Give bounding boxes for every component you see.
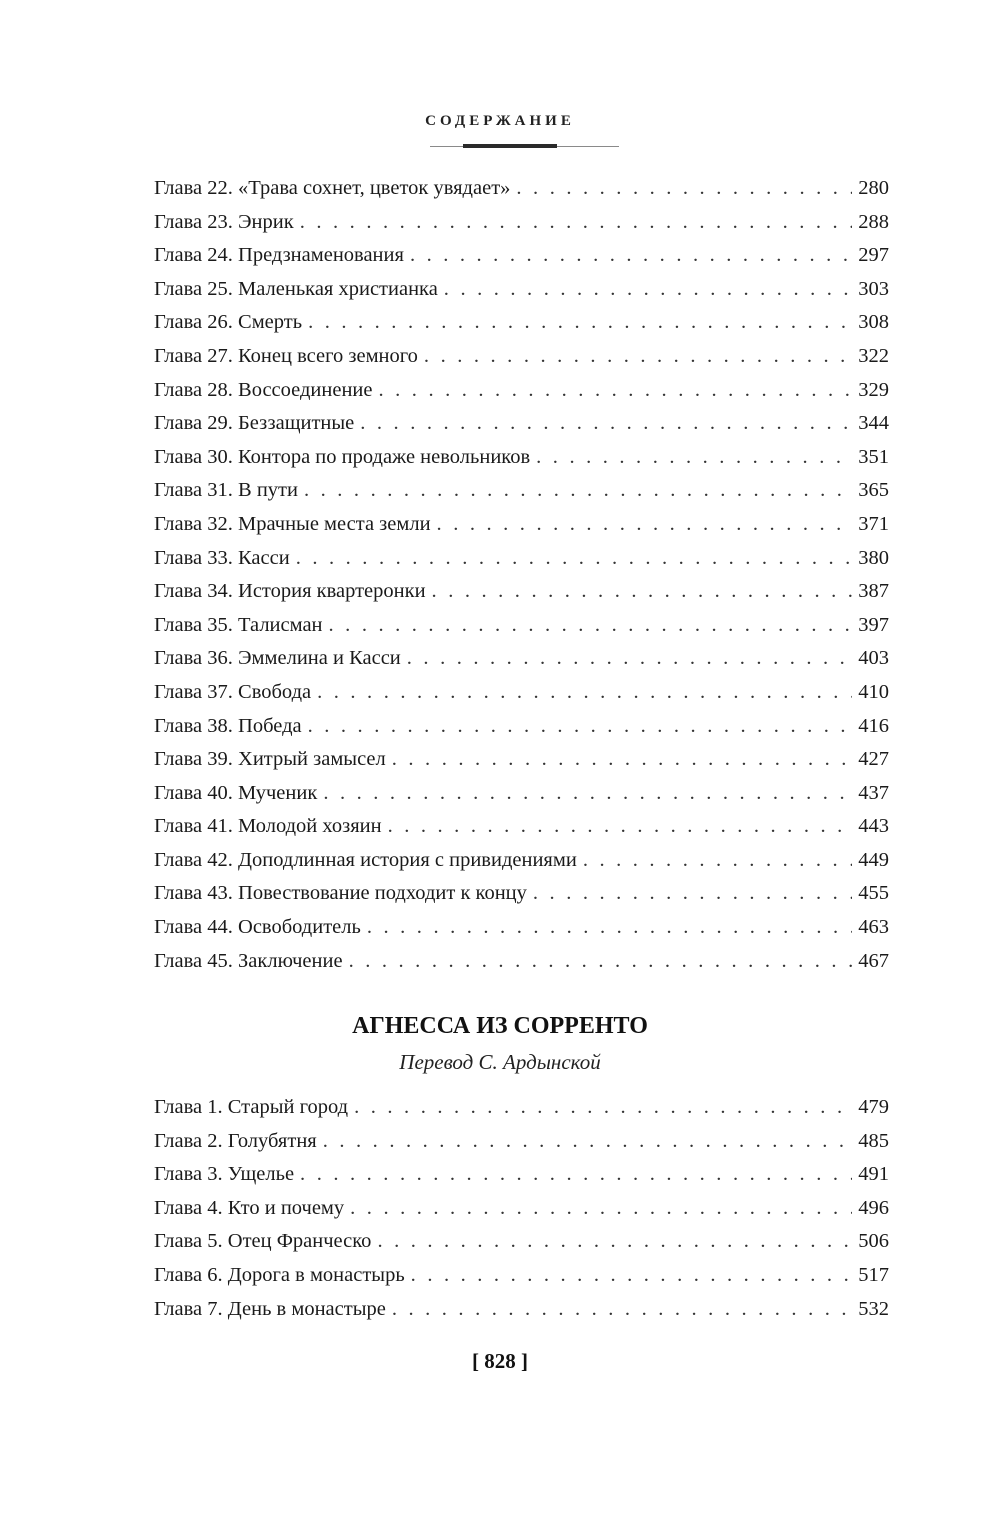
toc-entry: [154, 508, 889, 542]
toc-entry-page: 449: [858, 848, 889, 871]
toc-entry: [154, 1158, 889, 1192]
toc-entry-title: Глава 38. Победа: [154, 714, 302, 737]
dot-leader: [388, 810, 853, 844]
toc-entry: [154, 306, 889, 340]
toc-entry-title: Глава 32. Мрачные места земли: [154, 512, 431, 535]
toc-entry: [154, 206, 889, 240]
toc-entry-page: 288: [858, 210, 889, 233]
toc-entry-page: 329: [858, 378, 889, 401]
dot-leader: [432, 575, 853, 609]
toc-entry: [154, 542, 889, 576]
dot-leader: [424, 340, 852, 374]
toc-list-part-2: [154, 1091, 889, 1326]
header-rule-accent: [463, 144, 557, 148]
toc-entry: [154, 810, 889, 844]
dot-leader: [411, 1259, 853, 1293]
dot-leader: [410, 239, 852, 273]
toc-entry-title: Глава 37. Свобода: [154, 680, 312, 703]
toc-entry: [154, 642, 889, 676]
toc-entry-title: Глава 43. Повествование подходит к концу: [154, 882, 527, 905]
toc-entry-title: Глава 36. Эммелина и Касси: [154, 647, 401, 670]
toc-entry: [154, 777, 889, 811]
dot-leader: [300, 206, 853, 240]
toc-entry-title: Глава 5. Отец Франческо: [154, 1230, 372, 1253]
dot-leader: [516, 172, 852, 206]
dot-leader: [533, 877, 852, 911]
dot-leader: [323, 777, 852, 811]
toc-entry-title: Глава 1. Старый город: [154, 1096, 349, 1118]
dot-leader: [583, 844, 852, 878]
dot-leader: [296, 542, 853, 576]
toc-entry: [154, 710, 889, 744]
toc-entry: [154, 1192, 889, 1226]
dot-leader: [407, 642, 852, 676]
toc-entry-title: Глава 23. Энрик: [154, 210, 294, 233]
toc-entry: [154, 844, 889, 878]
dot-leader: [392, 743, 853, 777]
toc-entry-title: Глава 30. Контора по продаже невольников: [154, 445, 531, 468]
toc-entry-title: Глава 45. Заключение: [154, 949, 343, 972]
toc-entry-title: Глава 34. История квартеронки: [154, 580, 426, 603]
toc-entry-page: 344: [858, 412, 889, 435]
dot-leader: [536, 441, 852, 475]
dot-leader: [437, 508, 853, 542]
toc-entry-page: 506: [858, 1230, 889, 1253]
toc-entry-page: 532: [858, 1297, 889, 1320]
toc-entry-page: 365: [858, 479, 889, 502]
toc-entry-title: Глава 25. Маленькая христианка: [154, 277, 438, 300]
dot-leader: [308, 710, 853, 744]
toc-list-part-1: [154, 172, 889, 978]
toc-entry-page: 397: [858, 613, 889, 636]
running-head: СОДЕРЖАНИЕ: [425, 113, 575, 129]
toc-entry: [154, 340, 889, 374]
toc-entry-title: Глава 40. Мученик: [154, 781, 318, 804]
toc-entry-page: 410: [858, 680, 889, 703]
toc-entry-page: 280: [858, 177, 889, 199]
toc-entry-page: 491: [858, 1163, 889, 1186]
toc-entry: [154, 1125, 889, 1159]
dot-leader: [300, 1158, 852, 1192]
toc-entry: [154, 1293, 889, 1327]
toc-entry-title: Глава 39. Хитрый замысел: [154, 748, 386, 771]
toc-entry-page: 443: [858, 815, 889, 838]
toc-entry: [154, 172, 889, 206]
toc-entry-title: Глава 35. Талисман: [154, 613, 323, 636]
toc-entry-title: Глава 7. День в монастыре: [154, 1297, 386, 1320]
dot-leader: [329, 609, 853, 643]
dot-leader: [392, 1293, 852, 1327]
dot-leader: [360, 407, 852, 441]
toc-entry: [154, 1091, 889, 1125]
dot-leader: [350, 1192, 852, 1226]
toc-entry: [154, 1225, 889, 1259]
toc-entry-title: Глава 44. Освободитель: [154, 916, 361, 939]
toc-entry-title: Глава 2. Голубятня: [154, 1129, 317, 1152]
toc-entry: [154, 407, 889, 441]
dot-leader: [349, 945, 853, 979]
toc-entry: [154, 676, 889, 710]
toc-entry-page: 496: [858, 1196, 889, 1219]
toc-entry: [154, 609, 889, 643]
dot-leader: [354, 1091, 852, 1125]
toc-entry-page: 416: [858, 714, 889, 737]
toc-entry-page: 380: [858, 546, 889, 569]
dot-leader: [377, 1225, 852, 1259]
toc-entry-title: Глава 31. В пути: [154, 479, 298, 502]
toc-entry-page: 437: [858, 781, 889, 804]
toc-entry-title: Глава 33. Касси: [154, 546, 290, 569]
toc-entry-page: 351: [858, 445, 889, 468]
toc-entry-title: Глава 3. Ущелье: [154, 1163, 295, 1186]
toc-entry-page: 485: [858, 1129, 889, 1152]
toc-entry-page: 403: [858, 647, 889, 670]
toc-entry: [154, 441, 889, 475]
dot-leader: [444, 273, 852, 307]
toc-entry-title: Глава 28. Воссоединение: [154, 378, 373, 401]
toc-entry-page: 387: [858, 580, 889, 603]
toc-entry-page: 303: [858, 277, 889, 300]
toc-entry: [154, 945, 889, 979]
toc-entry: [154, 743, 889, 777]
toc-entry-title: Глава 4. Кто и почему: [154, 1196, 345, 1219]
toc-entry-page: 455: [858, 882, 889, 905]
toc-entry: [154, 273, 889, 307]
toc-entry-page: 463: [858, 916, 889, 939]
dot-leader: [323, 1125, 853, 1159]
section-subtitle: Перевод С. Ардынской: [399, 1050, 601, 1074]
toc-entry-title: Глава 29. Беззащитные: [154, 412, 355, 435]
dot-leader: [304, 474, 852, 508]
page-number: [ 828 ]: [472, 1349, 528, 1373]
toc-entry-page: 517: [858, 1263, 889, 1286]
toc-entry-page: 467: [858, 949, 889, 972]
toc-entry: [154, 239, 889, 273]
toc-entry-title: Глава 26. Смерть: [154, 311, 303, 334]
toc-entry-page: 322: [858, 344, 889, 367]
dot-leader: [367, 911, 852, 945]
toc-entry-page: 308: [858, 311, 889, 334]
toc-entry-page: 427: [858, 748, 889, 771]
toc-entry-title: Глава 24. Предзнаменования: [154, 244, 404, 267]
toc-entry-page: 297: [858, 244, 889, 267]
dot-leader: [379, 374, 853, 408]
toc-entry-title: Глава 27. Конец всего земного: [154, 344, 418, 367]
toc-entry-page: 479: [858, 1096, 889, 1118]
toc-entry-title: Глава 42. Доподлинная история с привидениями: [154, 848, 577, 871]
toc-entry-page: 371: [858, 512, 889, 535]
section-title: АГНЕССА ИЗ СОРРЕНТО: [352, 1013, 648, 1039]
toc-entry: [154, 911, 889, 945]
toc-entry: [154, 575, 889, 609]
toc-entry: [154, 374, 889, 408]
toc-entry-title: Глава 6. Дорога в монастырь: [154, 1263, 405, 1286]
dot-leader: [308, 306, 852, 340]
dot-leader: [317, 676, 852, 710]
toc-entry: [154, 1259, 889, 1293]
toc-entry: [154, 474, 889, 508]
toc-entry-title: Глава 41. Молодой хозяин: [154, 815, 382, 838]
toc-entry: [154, 877, 889, 911]
toc-entry-title: Глава 22. «Трава сохнет, цветок увядает»: [154, 177, 511, 199]
